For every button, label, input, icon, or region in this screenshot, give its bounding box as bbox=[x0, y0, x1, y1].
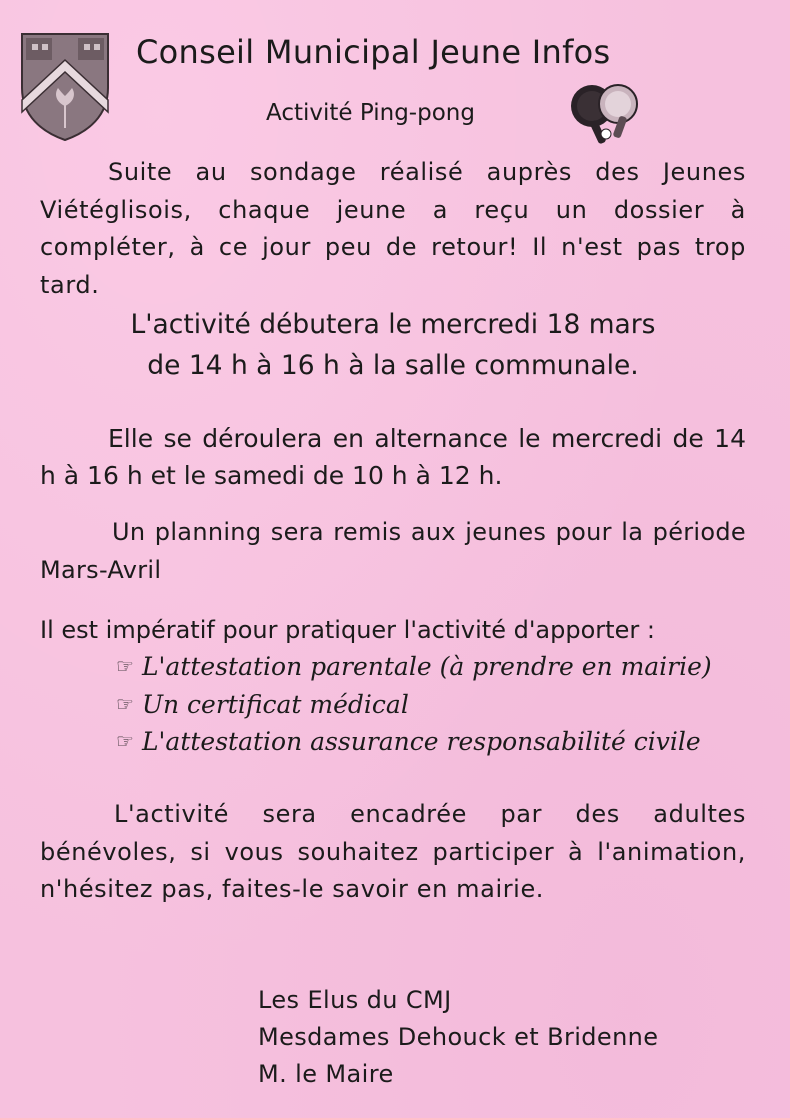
signature-block bbox=[258, 982, 658, 1093]
requirements-list bbox=[116, 648, 756, 761]
pointing-hand-icon: ☞ bbox=[116, 729, 134, 753]
volunteers-paragraph: L'activité sera encadrée par des adultes bénévoles, si vous souhaitez participer à l'animation, n'hésitez pas, faites-le savoir en mairie. bbox=[40, 800, 746, 903]
requirements-intro: Il est impératif pour pratiquer l'activité d'apporter : bbox=[40, 616, 655, 644]
requirement-text: L'attestation assurance responsabilité civile bbox=[141, 727, 701, 756]
signature-line-3: M. le Maire bbox=[258, 1060, 394, 1088]
page-title: Conseil Municipal Jeune Infos bbox=[136, 33, 611, 71]
schedule-paragraph: Elle se déroulera en alternance le mercredi de 14 h à 16 h et le samedi de 10 h à 12 h. bbox=[40, 424, 746, 490]
requirement-text: L'attestation parentale (à prendre en mairie) bbox=[141, 652, 712, 681]
intro-paragraph: Suite au sondage réalisé auprès des Jeunes Viétéglisois, chaque jeune a reçu un dossier à compléter, à ce jour peu de retour! Il n'est pas trop tard. bbox=[40, 158, 746, 299]
coat-of-arms-icon bbox=[18, 30, 112, 142]
signature-line-1: Les Elus du CMJ bbox=[258, 986, 452, 1014]
signature-line-2: Mesdames Dehouck et Bridenne bbox=[258, 1023, 659, 1051]
requirement-text: Un certificat médical bbox=[141, 689, 409, 719]
page-subtitle: Activité Ping-pong bbox=[266, 100, 475, 126]
ping-pong-paddles-icon bbox=[566, 82, 642, 152]
pointing-hand-icon: ☞ bbox=[116, 691, 134, 716]
planning-paragraph: Un planning sera remis aux jeunes pour la période Mars-Avril bbox=[40, 518, 746, 584]
announcement bbox=[60, 304, 726, 386]
pointing-hand-icon: ☞ bbox=[116, 654, 134, 678]
list-item bbox=[116, 723, 756, 761]
list-item bbox=[116, 686, 756, 724]
list-item bbox=[116, 648, 756, 686]
announcement-line-1: L'activité débutera le mercredi 18 mars bbox=[130, 309, 656, 340]
announcement-line-2: de 14 h à 16 h à la salle communale. bbox=[147, 350, 639, 381]
